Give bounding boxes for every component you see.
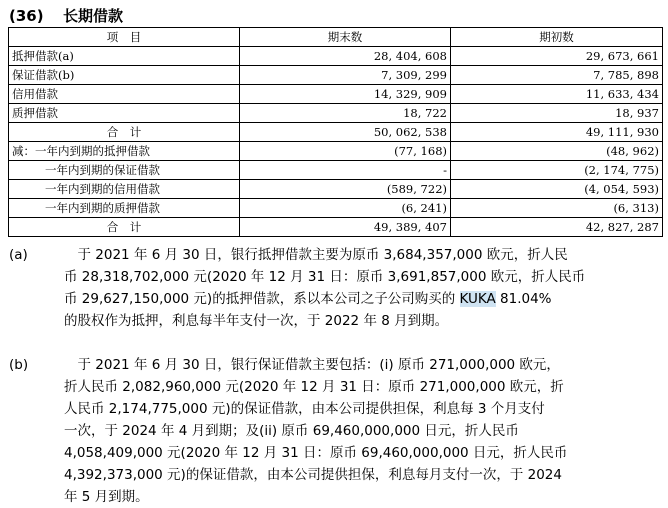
table-row bbox=[9, 199, 663, 218]
row-begin-value: 18, 937 bbox=[451, 104, 663, 123]
table-header-row bbox=[9, 28, 663, 47]
note-line: 人民币 2,174,775,000 元)的保证借款，由本公司提供担保，利息每 3 个月支付 bbox=[64, 401, 545, 417]
row-end-value: (77, 168) bbox=[240, 142, 451, 161]
row-label: 抵押借款(a) bbox=[9, 47, 240, 66]
column-header-end: 期末数 bbox=[240, 28, 451, 47]
row-end-value: (589, 722) bbox=[240, 180, 451, 199]
table-row bbox=[9, 180, 663, 199]
row-begin-value: 11, 633, 434 bbox=[451, 85, 663, 104]
table-row bbox=[9, 161, 663, 180]
row-label: 合 计 bbox=[9, 218, 240, 237]
note-line-text: 81.04% bbox=[495, 291, 552, 307]
section-number: (36) bbox=[9, 7, 44, 25]
row-end-value: 7, 309, 299 bbox=[240, 66, 451, 85]
row-label: 一年内到期的信用借款 bbox=[9, 180, 240, 199]
note-text bbox=[64, 244, 664, 332]
table-row bbox=[9, 85, 663, 104]
table-row bbox=[9, 142, 663, 161]
table-row bbox=[9, 104, 663, 123]
note-line: 年 5 月到期。 bbox=[64, 489, 149, 505]
table-row bbox=[9, 47, 663, 66]
note-line: 币 28,318,702,000 元(2020 年 12 月 31 日：原币 3,691,857,000 欧元，折人民币 bbox=[64, 269, 586, 285]
row-end-value: - bbox=[240, 161, 451, 180]
note-line: 于 2021 年 6 月 30 日，银行保证借款主要包括：(i) 原币 271,000,000 欧元， bbox=[64, 357, 560, 373]
note-line: 一次，于 2024 年 4 月到期；及(ii) 原币 69,460,000,000 日元，折人民币 bbox=[64, 423, 519, 439]
row-begin-value: (48, 962) bbox=[451, 142, 663, 161]
column-header-begin: 期初数 bbox=[451, 28, 663, 47]
notes-section bbox=[9, 244, 664, 508]
row-end-value: 18, 722 bbox=[240, 104, 451, 123]
row-begin-value: 7, 785, 898 bbox=[451, 66, 663, 85]
note-line: 4,058,409,000 元(2020 年 12 月 31 日：原币 69,460,000,000 日元，折人民币 bbox=[64, 445, 568, 461]
section-title: 长期借款 bbox=[63, 7, 124, 25]
row-label: 减：一年内到期的抵押借款 bbox=[9, 142, 240, 161]
note-tag: (b) bbox=[9, 357, 29, 373]
note-line bbox=[64, 288, 664, 310]
column-header-item: 项 目 bbox=[9, 28, 240, 47]
long-term-loans-table bbox=[8, 27, 663, 237]
row-end-value: (6, 241) bbox=[240, 199, 451, 218]
row-end-value: 14, 329, 909 bbox=[240, 85, 451, 104]
row-begin-value: 49, 111, 930 bbox=[451, 123, 663, 142]
note-b bbox=[9, 354, 664, 508]
row-end-value: 28, 404, 608 bbox=[240, 47, 451, 66]
row-label: 质押借款 bbox=[9, 104, 240, 123]
table-row bbox=[9, 66, 663, 85]
row-label: 保证借款(b) bbox=[9, 66, 240, 85]
total-row bbox=[9, 218, 663, 237]
row-label: 一年内到期的保证借款 bbox=[9, 161, 240, 180]
subtotal-row bbox=[9, 123, 663, 142]
note-a bbox=[9, 244, 664, 332]
note-tag: (a) bbox=[9, 247, 28, 263]
note-line-text: 币 29,627,150,000 元)的抵押借款，系以本公司之子公司购买的 bbox=[64, 291, 460, 307]
row-begin-value: (4, 054, 593) bbox=[451, 180, 663, 199]
row-label: 一年内到期的质押借款 bbox=[9, 199, 240, 218]
row-label: 合 计 bbox=[9, 123, 240, 142]
note-text bbox=[64, 354, 664, 508]
note-line: 折人民币 2,082,960,000 元(2020 年 12 月 31 日：原币 271,000,000 欧元，折 bbox=[64, 379, 564, 395]
row-begin-value: 29, 673, 661 bbox=[451, 47, 663, 66]
row-begin-value: 42, 827, 287 bbox=[451, 218, 663, 237]
row-begin-value: (6, 313) bbox=[451, 199, 663, 218]
row-begin-value: (2, 174, 775) bbox=[451, 161, 663, 180]
row-end-value: 49, 389, 407 bbox=[240, 218, 451, 237]
note-line: 的股权作为抵押，利息每半年支付一次，于 2022 年 8 月到期。 bbox=[64, 313, 449, 329]
row-label: 信用借款 bbox=[9, 85, 240, 104]
row-end-value: 50, 062, 538 bbox=[240, 123, 451, 142]
section-heading bbox=[9, 5, 123, 26]
highlighted-text: KUKA bbox=[459, 291, 496, 307]
note-line: 于 2021 年 6 月 30 日，银行抵押借款主要为原币 3,684,357,000 欧元，折人民 bbox=[64, 247, 568, 263]
note-line: 4,392,373,000 元)的保证借款，由本公司提供担保，利息每月支付一次，于 2024 bbox=[64, 467, 562, 483]
